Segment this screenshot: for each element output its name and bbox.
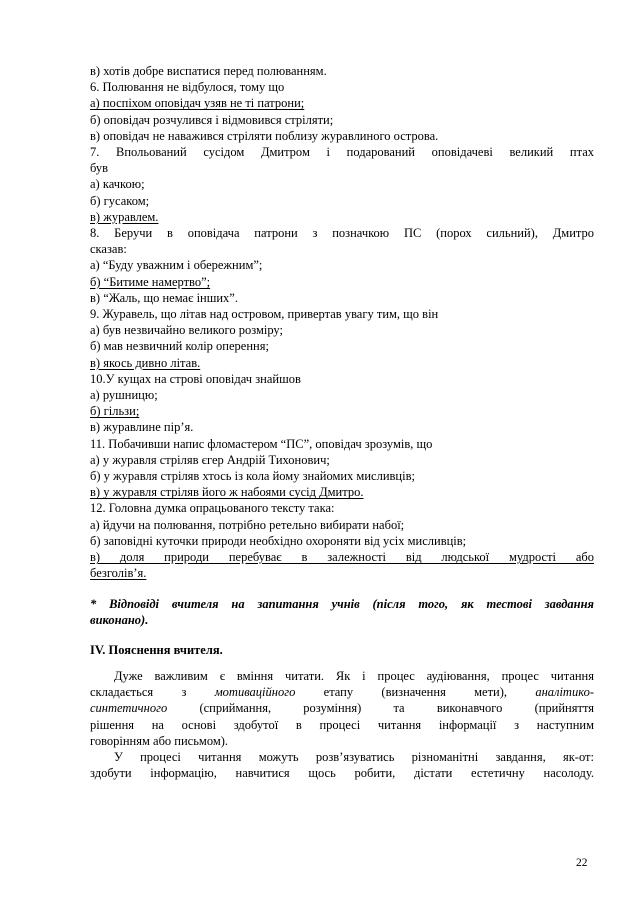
document-page [90,63,594,781]
correct-answer-line: безголів’я. [90,566,147,581]
teacher-note-line-1: * Відповіді вчителя на запитання учнів (після того, як тестові завдання [90,596,594,611]
test-line: сказав: [90,242,127,257]
paragraph-reading [90,668,594,749]
correct-answer-line: б) гільзи; [90,404,140,419]
test-line: 10.У кущах на строві оповідач знайшов [90,371,301,386]
test-line: 6. Полювання не відбулося, тому що [90,80,285,95]
test-line: був [90,161,109,176]
correct-answer-line: б) “Битиме намертво”; [90,274,211,289]
correct-answer-line: в) доля природи перебуває в залежності від людської мудрості або [90,550,594,565]
text-run: етапу (визначення мети), [295,685,536,700]
page-number: 22 [576,857,588,869]
italic-term: синтетичного [90,701,168,716]
teacher-note [90,596,594,628]
paragraph-line: говорінням або письмом). [90,733,229,748]
test-line: а) був незвичайно великого розміру; [90,323,283,338]
correct-answer-line: в) якось дивно літав. [90,355,201,370]
test-line: в) журавлине пір’я. [90,420,194,435]
test-line: а) йдучи на полювання, потрібно ретельно вибирати набої; [90,517,405,532]
test-line: б) у журавля стріляв хтось із кола йому знайомих мисливців; [90,469,415,484]
test-line: 7. Впольований сусідом Дмитром і подарований оповідачеві великий птах [90,145,594,160]
test-line: в) хотів добре виспатися перед полюванням. [90,64,327,78]
test-line: 12. Головна думка опрацьованого тексту така: [90,501,335,516]
correct-answer-line: а) поспіхом оповідач узяв не ті патрони; [90,96,305,111]
paragraph-tasks [90,749,594,781]
section-title: IV. Пояснення вчителя. [90,642,223,657]
paragraph-line [90,684,594,700]
paragraph-line: рішення на основі здобутої в процесі читання інформації з наступним [90,717,594,732]
test-line: а) качкою; [90,177,145,192]
correct-answer-line: в) у журавля стріляв його ж набоями сусід Дмитро. [90,485,364,500]
italic-term: мотиваційного [214,685,296,700]
test-line: а) у журавля стріляв єгер Андрій Тихонович; [90,452,330,467]
test-line: 8. Беручи в оповідача патрони з позначкою ПС (порох сильний), Дмитро [90,226,594,241]
test-line: б) гусаком; [90,193,150,208]
correct-answer-line: в) журавлем. [90,209,159,224]
paragraph-line: здобути інформацію, навчитися щось робити, дістати естетичну насолоду. [90,766,594,781]
test-line: б) оповідач розчулився і відмовився стріляти; [90,112,334,127]
paragraph-line: Дуже важливим є вміння читати. Як і процес аудіювання, процес читання [114,668,594,683]
teacher-note-line-2: виконано). [90,612,149,627]
test-line: в) оповідач не наважився стріляти поблизу журавлиного острова. [90,128,439,143]
test-line: б) мав незвичний колір оперення; [90,339,269,354]
test-line: 9. Журавель, що літав над островом, привертав увагу тим, що він [90,307,439,322]
test-questions [90,63,594,582]
text-run: складається з [90,685,215,700]
italic-term: аналітико- [535,685,594,700]
paragraph-line [90,700,594,716]
test-line: а) рушницю; [90,388,158,403]
test-line: а) “Буду уважним і обережним”; [90,258,263,273]
test-line: в) “Жаль, що немає інших”. [90,290,238,305]
text-run: (сприймання, розуміння) та виконавчого (прийняття [167,701,594,716]
paragraph-line: У процесі читання можуть розв’язуватись різноманітні завдання, як-от: [114,749,594,764]
test-line: 11. Побачивши напис фломастером “ПС”, оповідач зрозумів, що [90,436,433,451]
test-line: б) заповідні куточки природи необхідно охороняти від усіх мисливців; [90,533,467,548]
